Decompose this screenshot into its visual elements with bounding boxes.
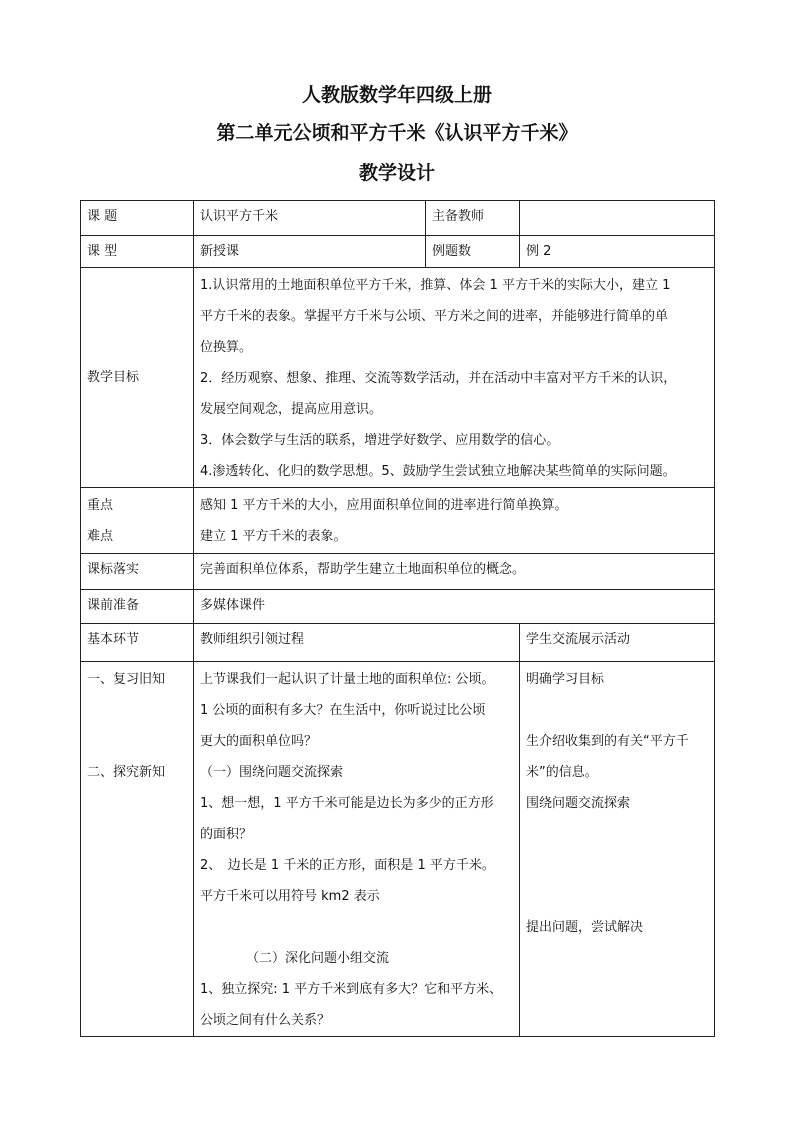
stage-explore: 二、探究新知 — [87, 765, 166, 780]
stage-header: 基本环节 — [81, 624, 194, 662]
curriculum-label: 课标落实 — [81, 554, 194, 590]
teacher-process-header: 教师组织引领过程 — [194, 624, 520, 662]
objective-line: 2．经历观察、想象、推理、交流等数学活动，并在活动中丰富对平方千米的认识， — [200, 371, 677, 386]
preparation-label: 课前准备 — [81, 590, 194, 624]
student-line: 围绕问题交流探索 — [526, 796, 631, 811]
student-line: 明确学习目标 — [526, 672, 605, 687]
objective-line: 发展空间观念，提高应用意识。 — [200, 402, 383, 417]
objective-line: 平方千米的表象。掌握平方千米与公顷、平方米之间的进率，并能够进行简单的单 — [200, 309, 669, 324]
objective-line: 位换算。 — [200, 340, 253, 355]
document-title-block — [0, 84, 794, 202]
stage-review: 一、复习旧知 — [87, 672, 166, 687]
title-line-3: 教学设计 — [358, 162, 435, 184]
key-difficulty-values — [194, 488, 715, 554]
teacher-line: （一）围绕问题交流探索 — [200, 765, 344, 780]
teacher-line: 更大的面积单位吗？ — [200, 734, 318, 749]
examples-label: 例题数 — [426, 236, 520, 268]
title-line-1: 人教版数学年四级上册 — [301, 84, 492, 106]
teacher-value — [520, 201, 715, 236]
topic-value: 认识平方千米 — [194, 201, 426, 236]
difficulty-label: 难点 — [87, 529, 114, 544]
key-points-row — [81, 488, 715, 554]
student-line: 米”的信息。 — [526, 765, 598, 780]
teacher-line: 上节课我们一起认识了计量土地的面积单位: 公顷。 — [200, 672, 495, 687]
teacher-line: 1、独立探究: 1 平方千米到底有多大？它和平方米、 — [200, 982, 503, 997]
stage-column — [81, 662, 194, 1037]
difficulty-value: 建立 1 平方千米的表象。 — [200, 529, 347, 544]
curriculum-row — [81, 554, 715, 590]
key-value: 感知 1 平方千米的大小，应用面积单位间的进率进行简单换算。 — [200, 498, 568, 513]
student-line: 提出问题，尝试解决 — [526, 920, 644, 935]
preparation-row — [81, 590, 715, 624]
lesson-plan-table — [80, 200, 715, 1037]
curriculum-value: 完善面积单位体系，帮助学生建立土地面积单位的概念。 — [194, 554, 715, 590]
process-header-row — [81, 624, 715, 662]
student-activity-header: 学生交流展示活动 — [520, 624, 715, 662]
key-label: 重点 — [87, 498, 114, 513]
objective-line: 4.渗透转化、化归的数学思想。5、鼓励学生尝试独立地解决某些简单的实际问题。 — [200, 464, 676, 479]
type-value: 新授课 — [194, 236, 426, 268]
type-row — [81, 236, 715, 268]
student-line: 生介绍收集到的有关“平方千 — [526, 734, 689, 749]
type-label: 课 型 — [81, 236, 194, 268]
objective-line: 1.认识常用的土地面积单位平方千米，推算、体会 1 平方千米的实际大小，建立 1 — [200, 278, 671, 293]
topic-row — [81, 201, 715, 236]
preparation-value: 多媒体课件 — [194, 590, 715, 624]
student-activity-column — [520, 662, 715, 1037]
examples-value: 例 2 — [520, 236, 715, 268]
teacher-line: 1、想一想，1 平方千米可能是边长为多少的正方形 — [200, 796, 494, 811]
objective-line: 3．体会数学与生活的联系，增进学好数学、应用数学的信心。 — [200, 433, 560, 448]
teacher-line: 的面积？ — [200, 827, 253, 842]
objectives-content — [194, 268, 715, 488]
key-difficulty-labels — [81, 488, 194, 554]
title-line-2: 第二单元公顷和平方千米《认识平方千米》 — [216, 122, 578, 144]
teacher-process-column — [194, 662, 520, 1037]
objectives-row — [81, 268, 715, 488]
teacher-line: 1 公顷的面积有多大？在生活中，你听说过比公顷 — [200, 703, 486, 718]
objectives-label: 教学目标 — [81, 268, 194, 488]
teacher-line: 公顷之间有什么关系？ — [200, 1013, 331, 1028]
teacher-line: （二）深化问题小组交流 — [246, 951, 390, 966]
teacher-line: 2、 边长是 1 千米的正方形，面积是 1 平方千米。 — [200, 858, 495, 873]
teacher-line: 平方千米可以用符号 km2 表示 — [200, 889, 380, 904]
teacher-label: 主备教师 — [426, 201, 520, 236]
topic-label: 课 题 — [81, 201, 194, 236]
process-row — [81, 662, 715, 1037]
